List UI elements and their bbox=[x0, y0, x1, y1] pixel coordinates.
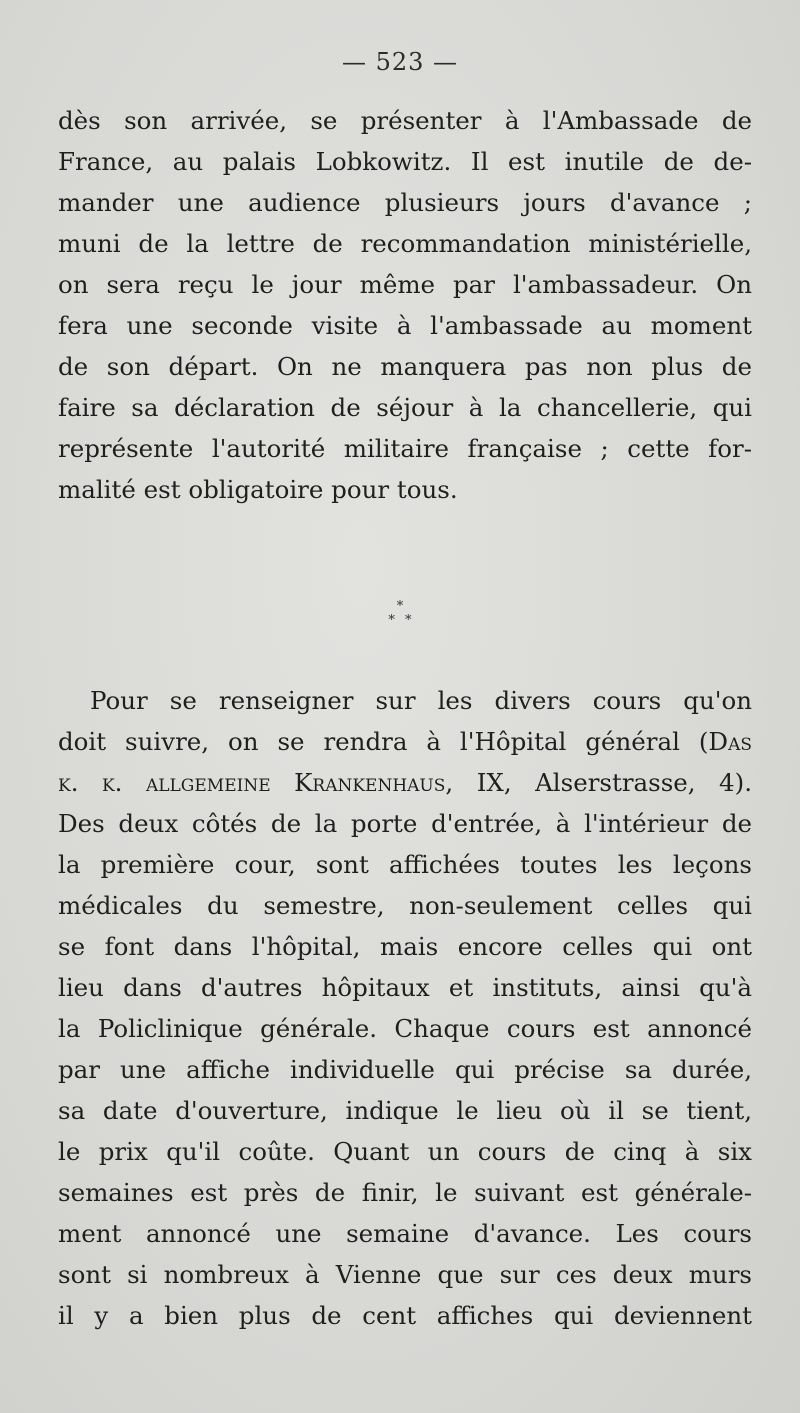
text-line: se font dans l'hôpital, mais encore celles qui ont bbox=[58, 932, 752, 961]
text-fragment: doit suivre, on se rendra à l'Hôpital général ( bbox=[58, 727, 709, 756]
text-line: semaines est près de finir, le suivant est générale- bbox=[58, 1178, 752, 1207]
text-fragment: , IX, Alserstrasse, 4). bbox=[445, 768, 752, 797]
text-line: lieu dans d'autres hôpitaux et instituts, ainsi qu'à bbox=[58, 973, 752, 1002]
asterism-bottom-stars: * * bbox=[388, 613, 412, 628]
text-line: muni de la lettre de recommandation ministérielle, bbox=[58, 229, 752, 258]
text-line: la Policlinique générale. Chaque cours est annoncé bbox=[58, 1014, 752, 1043]
paragraph-embassy bbox=[58, 100, 752, 510]
text-line: sont si nombreux à Vienne que sur ces deux murs bbox=[58, 1260, 752, 1289]
text-line: il y a bien plus de cent affiches qui deviennent bbox=[58, 1301, 752, 1330]
text-line: dès son arrivée, se présenter à l'Ambassade de bbox=[58, 106, 752, 135]
page-number: — 523 — bbox=[341, 48, 459, 76]
asterism-top-star: * bbox=[396, 599, 404, 614]
text-line: faire sa déclaration de séjour à la chancellerie, qui bbox=[58, 393, 752, 422]
text-line bbox=[58, 721, 752, 762]
text-line: Des deux côtés de la porte d'entrée, à l'intérieur de bbox=[58, 809, 752, 838]
text-fragment-smallcaps: k. k. allgemeine Krankenhaus bbox=[58, 768, 446, 797]
text-line: France, au palais Lobkowitz. Il est inutile de de- bbox=[58, 147, 752, 176]
paragraph-courses bbox=[58, 680, 752, 1336]
text-line bbox=[58, 762, 752, 803]
text-line: le prix qu'il coûte. Quant un cours de cinq à six bbox=[58, 1137, 752, 1166]
text-line: médicales du semestre, non-seulement celles qui bbox=[58, 891, 752, 920]
text-line: la première cour, sont affichées toutes les leçons bbox=[58, 850, 752, 879]
text-fragment-smallcaps: Das bbox=[708, 727, 752, 756]
text-line: Pour se renseigner sur les divers cours qu'on bbox=[90, 686, 752, 715]
text-line: ment annoncé une semaine d'avance. Les cours bbox=[58, 1219, 752, 1248]
text-line: fera une seconde visite à l'ambassade au moment bbox=[58, 311, 752, 340]
text-line: sa date d'ouverture, indique le lieu où il se tient, bbox=[58, 1096, 752, 1125]
text-line: de son départ. On ne manquera pas non plus de bbox=[58, 352, 752, 381]
text-line: malité est obligatoire pour tous. bbox=[58, 475, 458, 504]
text-line: par une affiche individuelle qui précise sa durée, bbox=[58, 1055, 752, 1084]
text-line: on sera reçu le jour même par l'ambassadeur. On bbox=[58, 270, 752, 299]
text-line: représente l'autorité militaire française ; cette for- bbox=[58, 434, 752, 463]
text-line: mander une audience plusieurs jours d'avance ; bbox=[58, 188, 752, 217]
section-separator-asterism bbox=[0, 600, 800, 628]
